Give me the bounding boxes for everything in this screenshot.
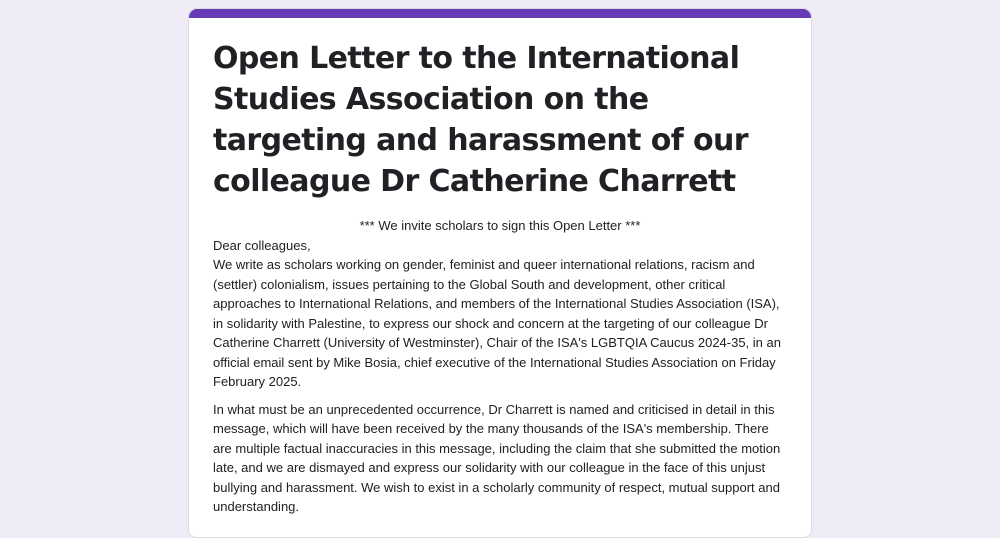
invite-line: *** We invite scholars to sign this Open Letter *** [359, 218, 641, 233]
form-header-card [188, 8, 812, 538]
paragraph-2: In what must be an unprecedented occurrence, Dr Charrett is named and criticised in detail in this message, which will have been received by the many thousands of the ISA's membership. There are multiple factual inaccuracies in this message, including the claim that she submitted the motion late, and we are dismayed and express our solidarity with our colleague in the face of this unjust bullying and harassment. We wish to exist in a scholarly community of respect, mutual support and understanding. [213, 401, 781, 514]
form-description [213, 216, 787, 517]
paragraph-1: We write as scholars working on gender, feminist and queer international relations, racism and (settler) colonialism, issues pertaining to the Global South and development, other critical approaches to International Relations, and members of the International Studies Association (ISA), in solidarity with Palestine, to express our shock and concern at the targeting of our colleague Dr Catherine Charrett (University of Westminster), Chair of the ISA's LGBTQIA Caucus 2024-35, in an official email sent by Mike Bosia, chief executive of the International Studies Association on Friday February 2025. [213, 257, 781, 389]
form-header-content [189, 18, 811, 517]
form-accent-bar [189, 9, 811, 18]
form-title: Open Letter to the International Studies Association on the targeting and harassment of our colleague Dr Catherine Charrett [213, 41, 748, 199]
greeting: Dear colleagues, [213, 237, 311, 253]
